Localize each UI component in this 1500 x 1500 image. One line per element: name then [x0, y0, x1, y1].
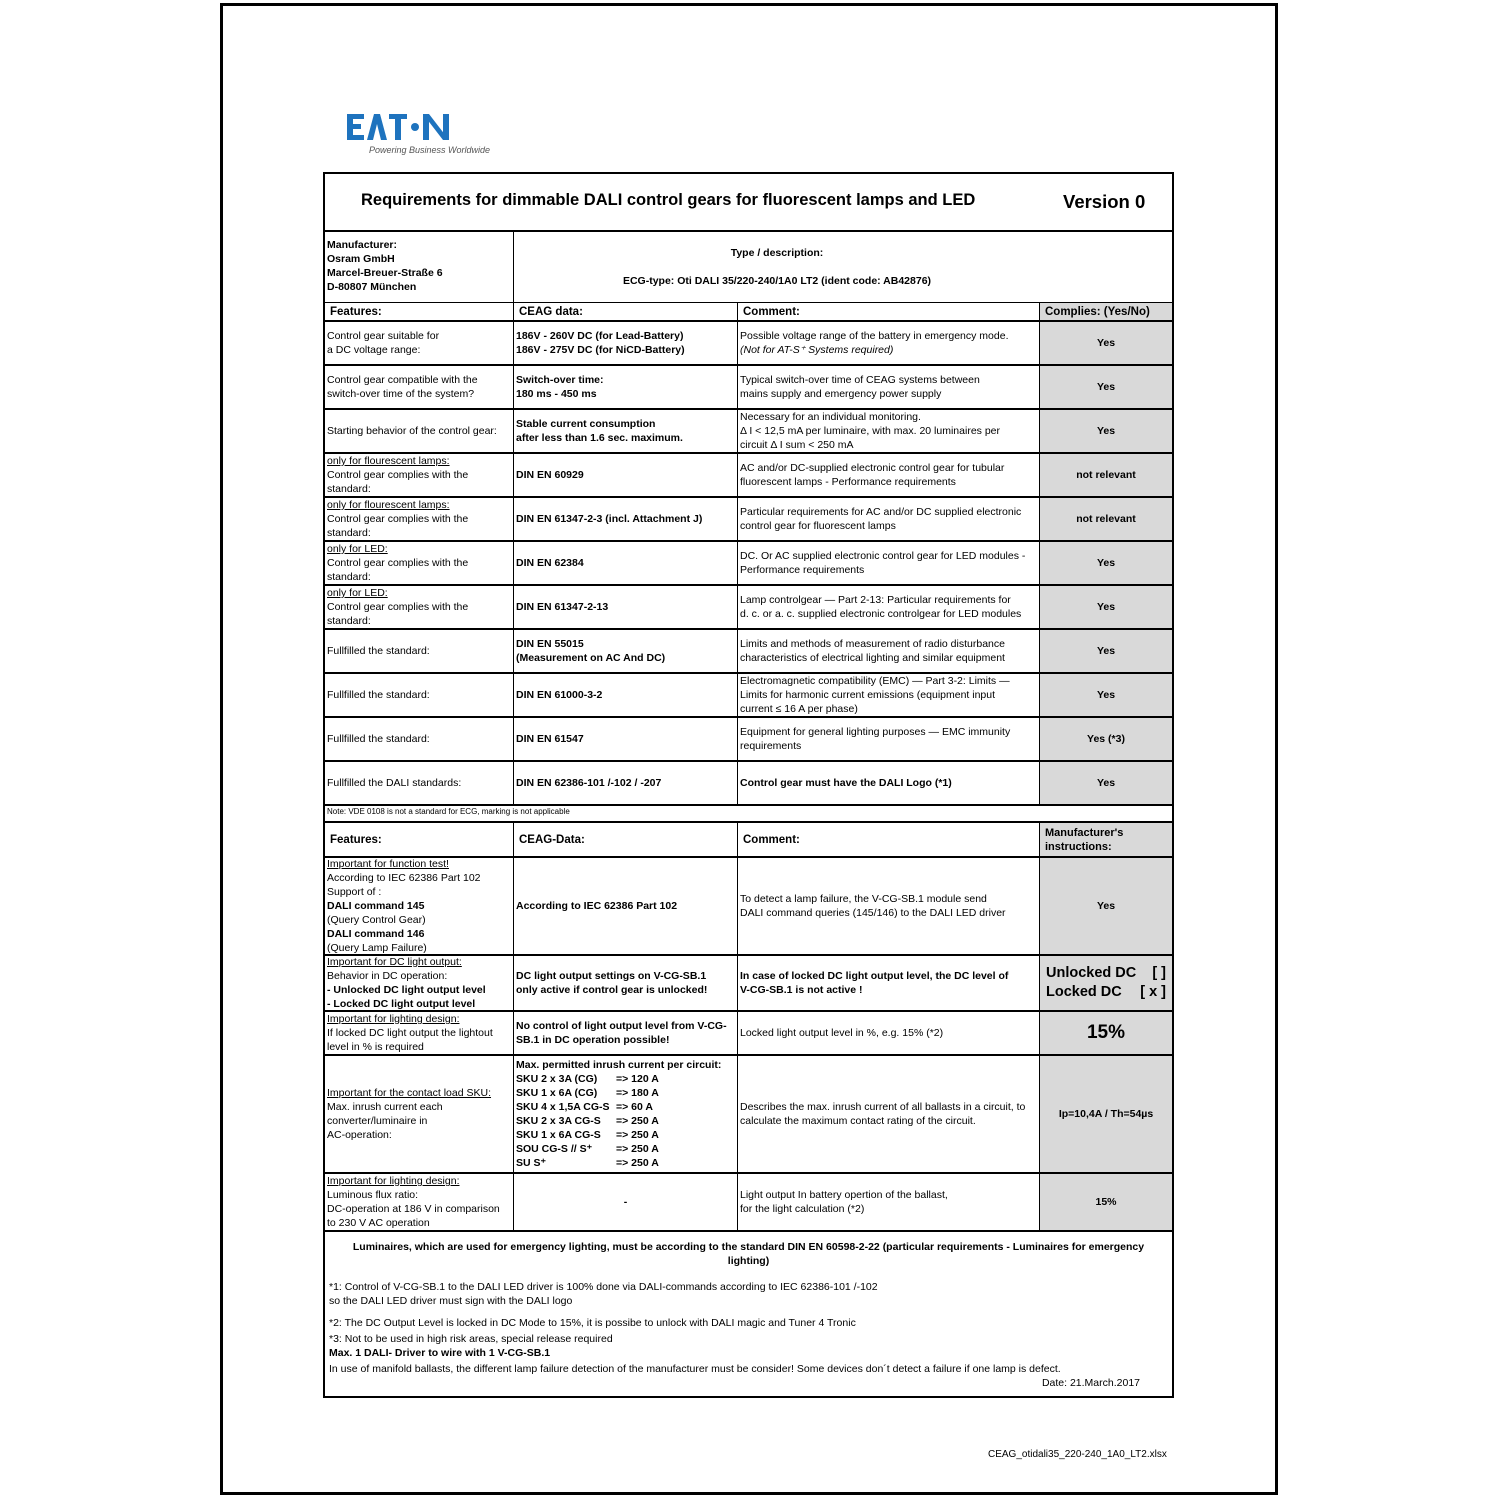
ceag-data-cell — [514, 454, 738, 496]
feature-line: standard: — [327, 483, 371, 495]
data-line: DIN EN 62386-101 /-102 / -207 — [516, 777, 662, 789]
feature-cell — [325, 630, 514, 672]
feature-scope: only for LED: — [327, 543, 388, 555]
lighting-design-value: 15% — [1040, 1012, 1172, 1054]
comment-cell — [738, 322, 1040, 364]
unlocked-label: Unlocked DC — [1046, 965, 1137, 981]
col2-features: Features: — [325, 823, 514, 856]
sheet-title: Requirements for dimmable DALI control gears for fluorescent lamps and LED — [361, 191, 976, 209]
inrush-value: => 60 A — [616, 1101, 653, 1113]
data-line: DIN EN 61347-2-3 (incl. Attachment J) — [516, 513, 703, 525]
contact-load-title: Important for the contact load SKU: — [327, 1087, 492, 1099]
comment-line: calculate the maximum contact rating of the circuit. — [740, 1115, 976, 1127]
inrush-sku: SKU 4 x 1,5A CG-S — [516, 1101, 610, 1113]
feature-line: Fullfilled the DALI standards: — [327, 777, 462, 789]
flux-feature — [325, 1174, 514, 1230]
col-ceag-data: CEAG data: — [514, 303, 738, 320]
dc-output-title: Important for DC light output: — [327, 956, 462, 968]
complies-value: Yes — [1040, 322, 1172, 364]
type-label: Type / description: — [730, 247, 824, 259]
type-cell — [514, 232, 1040, 302]
contact-load-line: AC-operation: — [327, 1129, 392, 1141]
ceag-data-cell — [514, 586, 738, 628]
dc-output-comment — [738, 956, 1040, 1010]
standard-note: Luminaires, which are used for emergency lighting, must be according to the standard DIN EN 60598-2-22 (particular requirements - Luminaires for emergency lighting) — [352, 1241, 1145, 1267]
comment-cell — [738, 410, 1040, 452]
inrush-sku: SU S⁺ — [516, 1157, 547, 1169]
data-line: after less than 1.6 sec. maximum. — [516, 432, 683, 444]
feature-cell — [325, 542, 514, 584]
comment-line: AC and/or DC-supplied electronic control gear for tubular — [740, 462, 1005, 474]
comment-line: Δ I < 12,5 mA per luminaire, with max. 20 luminaires per — [740, 425, 1001, 437]
table-row — [325, 366, 1172, 410]
contact-load-line: Max. inrush current each — [327, 1101, 443, 1113]
comment-line: d. c. or a. c. supplied electronic controlgear for LED modules — [740, 608, 1022, 620]
dc-output-row — [325, 956, 1172, 1012]
comment-cell — [738, 542, 1040, 584]
comment-cell — [738, 454, 1040, 496]
feature-line: Fullfilled the standard: — [327, 733, 430, 745]
feature-cell — [325, 718, 514, 760]
inrush-value: => 180 A — [616, 1087, 659, 1099]
lighting-design-row — [325, 1012, 1172, 1056]
table-row — [325, 410, 1172, 454]
data-line: SB.1 in DC operation possible! — [516, 1034, 670, 1046]
lighting-design-line: level in % is required — [327, 1041, 424, 1053]
complies-value: Yes — [1040, 674, 1172, 716]
contact-load-line: converter/luminaire in — [327, 1115, 428, 1127]
col2-header-line2: instructions: — [1045, 840, 1112, 853]
complies-value: Yes — [1040, 410, 1172, 452]
feature-line: standard: — [327, 615, 371, 627]
col-complies: Complies: (Yes/No) — [1040, 303, 1172, 320]
feature-cell — [325, 498, 514, 540]
inrush-value: => 120 A — [616, 1073, 659, 1085]
feature-cell — [325, 674, 514, 716]
inrush-value: => 250 A — [616, 1157, 659, 1169]
col2-manufacturer-instructions — [1040, 823, 1172, 856]
data-line: DIN EN 62384 — [516, 557, 584, 569]
feature-line: switch-over time of the system? — [327, 388, 475, 400]
comment-cell — [738, 762, 1040, 804]
inrush-sku: SKU 2 x 3A CG-S — [516, 1115, 601, 1127]
inrush-item — [516, 1128, 659, 1142]
function-test-line: (Query Control Gear) — [327, 914, 426, 926]
col2-comment: Comment: — [738, 823, 1040, 856]
comment-line: To detect a lamp failure, the V-CG-SB.1 module send — [740, 893, 987, 905]
comment-line: DALI command queries (145/146) to the DALI LED driver — [740, 907, 1006, 919]
table-row — [325, 718, 1172, 762]
flux-title: Important for lighting design: — [327, 1175, 460, 1187]
data-line: DIN EN 61547 — [516, 733, 584, 745]
comment-line: current ≤ 16 A per phase) — [740, 703, 858, 715]
comment-line: (Not for AT-S⁺ Systems required) — [740, 344, 894, 356]
data-line: DIN EN 61000-3-2 — [516, 689, 603, 701]
function-test-comment — [738, 858, 1040, 954]
locked-label: Locked DC — [1046, 984, 1122, 1000]
comment-line: Performance requirements — [740, 564, 865, 576]
inrush-sku: SKU 1 x 6A (CG) — [516, 1087, 598, 1099]
data-line: DC light output settings on V-CG-SB.1 — [516, 970, 707, 982]
manufacturer-street: Marcel-Breuer-Straße 6 — [327, 267, 443, 279]
data-line: DIN EN 60929 — [516, 469, 584, 481]
ceag-data-cell — [514, 630, 738, 672]
data-line: 186V - 260V DC (for Lead-Battery) — [516, 330, 684, 342]
table2-header — [325, 823, 1172, 858]
ceag-data-cell — [514, 366, 738, 408]
function-test-title: Important for function test! — [327, 858, 449, 870]
comment-cell — [738, 586, 1040, 628]
inrush-value: => 250 A — [616, 1143, 659, 1155]
table-row — [325, 630, 1172, 674]
locked-dc-option — [1046, 983, 1166, 1002]
manufacturer-city: D-80807 München — [327, 281, 417, 293]
table1-header — [325, 303, 1172, 322]
comment-cell — [738, 498, 1040, 540]
unlocked-checkbox: [ ] — [1152, 965, 1166, 981]
comment-line: Lamp controlgear — Part 2-13: Particular requirements for — [740, 594, 1011, 606]
feature-line: Control gear compatible with the — [327, 374, 478, 386]
function-test-line: Support of : — [327, 886, 382, 898]
col-features: Features: — [325, 303, 514, 320]
dc-output-line: Behavior in DC operation: — [327, 970, 448, 982]
function-test-line: DALI command 146 — [327, 928, 425, 940]
comment-cell — [738, 718, 1040, 760]
dc-output-feature — [325, 956, 514, 1010]
comment-line: requirements — [740, 740, 802, 752]
data-line: Stable current consumption — [516, 418, 656, 430]
col2-header-line1: Manufacturer's — [1045, 826, 1124, 839]
feature-scope: only for LED: — [327, 587, 388, 599]
table-row — [325, 762, 1172, 806]
feature-line: Control gear complies with the — [327, 601, 469, 613]
logo-tagline: Powering Business Worldwide — [369, 145, 491, 155]
complies-value: Yes — [1040, 586, 1172, 628]
unlocked-dc-option — [1046, 964, 1166, 983]
data-line: only active if control gear is unlocked! — [516, 984, 708, 996]
comment-line: Necessary for an individual monitoring. — [740, 411, 921, 423]
function-test-row — [325, 858, 1172, 956]
feature-cell — [325, 762, 514, 804]
feature-cell — [325, 366, 514, 408]
footnote-2: *2: The DC Output Level is locked in DC Mode to 15%, it is possibe to unlock with DALI magic and Tuner 4 Tronic — [329, 1317, 856, 1329]
function-test-line: According to IEC 62386 Part 102 — [327, 872, 481, 884]
table-row — [325, 674, 1172, 718]
col2-ceag-data: CEAG-Data: — [514, 823, 738, 856]
flux-value: 15% — [1040, 1174, 1172, 1230]
sheet-header — [325, 174, 1172, 232]
lighting-design-title: Important for lighting design: — [327, 1013, 460, 1025]
lighting-design-comment: Locked light output level in %, e.g. 15% (*2) — [738, 1012, 1040, 1054]
dc-output-data — [514, 956, 738, 1010]
function-test-value: Yes — [1040, 858, 1172, 954]
feature-line: Fullfilled the standard: — [327, 645, 430, 657]
comment-line: Possible voltage range of the battery in emergency mode. — [740, 330, 1009, 342]
comment-line: fluorescent lamps - Performance requirements — [740, 476, 956, 488]
inrush-sku: SKU 2 x 3A (CG) — [516, 1073, 598, 1085]
max-driver-note: Max. 1 DALI- Driver to wire with 1 V-CG-SB.1 — [329, 1347, 551, 1359]
comment-line: mains supply and emergency power supply — [740, 388, 942, 400]
comment-line: Particular requirements for AC and/or DC supplied electronic — [740, 506, 1022, 518]
inrush-sku: SKU 1 x 6A CG-S — [516, 1129, 601, 1141]
function-test-line: DALI command 145 — [327, 900, 425, 912]
feature-cell — [325, 410, 514, 452]
comment-line: V-CG-SB.1 is not active ! — [740, 984, 863, 996]
col-comment: Comment: — [738, 303, 1040, 320]
comment-line: Limits and methods of measurement of radio disturbance — [740, 638, 1005, 650]
comment-line: Typical switch-over time of CEAG systems between — [740, 374, 980, 386]
comment-cell — [738, 366, 1040, 408]
ceag-data-cell — [514, 762, 738, 804]
feature-line: Control gear complies with the — [327, 557, 469, 569]
data-line: DIN EN 61347-2-13 — [516, 601, 609, 613]
feature-line: Starting behavior of the control gear: — [327, 425, 497, 437]
contact-load-value: Ip=10,4A / Th=54µs — [1040, 1056, 1172, 1172]
complies-value: Yes — [1040, 630, 1172, 672]
lighting-design-line: If locked DC light output the lightout — [327, 1027, 493, 1039]
flux-line: DC-operation at 186 V in comparison — [327, 1203, 500, 1215]
comment-line: circuit Δ I sum < 250 mA — [740, 439, 854, 451]
function-test-data: According to IEC 62386 Part 102 — [514, 858, 738, 954]
function-test-feature — [325, 858, 514, 954]
contact-load-row — [325, 1056, 1172, 1174]
complies-value: not relevant — [1040, 498, 1172, 540]
ceag-data-cell — [514, 542, 738, 584]
feature-line: Control gear suitable for — [327, 330, 440, 342]
flux-comment — [738, 1174, 1040, 1230]
feature-cell — [325, 454, 514, 496]
manufacturer-label: Manufacturer: — [327, 239, 398, 251]
vde-note: Note: VDE 0108 is not a standard for ECG, marking is not applicable — [325, 806, 1172, 823]
data-line: DIN EN 55015 — [516, 638, 584, 650]
inrush-value: => 250 A — [616, 1129, 659, 1141]
footnote-1-cont: so the DALI LED driver must sign with the DALI logo — [329, 1295, 573, 1307]
flux-line: Luminous flux ratio: — [327, 1189, 419, 1201]
comment-line: Electromagnetic compatibility (EMC) — Part 3-2: Limits — — [740, 675, 1010, 687]
comment-cell — [738, 630, 1040, 672]
footnote-3: *3: Not to be used in high risk areas, special release required — [329, 1333, 613, 1345]
inrush-item — [516, 1086, 659, 1100]
complies-value: Yes — [1040, 762, 1172, 804]
comment-line: Equipment for general lighting purposes — EMC immunity — [740, 726, 1011, 738]
comment-line: for the light calculation (*2) — [740, 1203, 865, 1215]
inrush-item — [516, 1072, 659, 1086]
ceag-data-cell — [514, 718, 738, 760]
feature-line: Control gear complies with the — [327, 513, 469, 525]
complies-value: not relevant — [1040, 454, 1172, 496]
feature-scope: only for flourescent lamps: — [327, 455, 450, 467]
requirements-sheet — [323, 172, 1174, 1398]
feature-line: Control gear complies with the — [327, 469, 469, 481]
comment-line: control gear for fluorescent lamps — [740, 520, 896, 532]
locked-checkbox: [ x ] — [1140, 984, 1166, 1000]
comment-line: In case of locked DC light output level, the DC level of — [740, 970, 1009, 982]
comment-line: DC. Or AC supplied electronic control gear for LED modules - — [740, 550, 1026, 562]
data-line: 186V - 275V DC (for NiCD-Battery) — [516, 344, 685, 356]
table1-body — [325, 322, 1172, 806]
comment-line: Light output In battery opertion of the ballast, — [740, 1189, 948, 1201]
feature-line: standard: — [327, 527, 371, 539]
inrush-data — [514, 1056, 738, 1172]
ceag-data-cell — [514, 674, 738, 716]
type-value: ECG-type: Oti DALI 35/220-240/1A0 LT2 (ident code: AB42876) — [622, 275, 932, 287]
manifold-note: In use of manifold ballasts, the different lamp failure detection of the manufacturer must be consider! Some devices don´t detect a failure if one lamp is defect. — [329, 1363, 1061, 1375]
comment-line: characteristics of electrical lighting and similar equipment — [740, 652, 1005, 664]
inrush-sku: SOU CG-S // S⁺ — [516, 1143, 593, 1155]
table-row — [325, 498, 1172, 542]
dc-output-line: - Unlocked DC light output level — [327, 984, 486, 996]
data-line: No control of light output level from V-CG- — [516, 1020, 727, 1032]
eaton-logo — [347, 112, 490, 155]
dc-lock-status — [1040, 956, 1172, 1010]
contact-load-comment — [738, 1056, 1040, 1172]
document-date: Date: 21.March.2017 — [1041, 1377, 1140, 1389]
comment-line: Describes the max. inrush current of all ballasts in a circuit, to — [740, 1101, 1026, 1113]
feature-line: a DC voltage range: — [327, 344, 421, 356]
dc-output-line: - Locked DC light output level — [327, 998, 476, 1010]
inrush-item — [516, 1100, 653, 1114]
ceag-data-cell — [514, 410, 738, 452]
contact-load-feature — [325, 1056, 514, 1172]
feature-scope: only for flourescent lamps: — [327, 499, 450, 511]
table-row — [325, 586, 1172, 630]
inrush-value: => 250 A — [616, 1115, 659, 1127]
feature-cell — [325, 322, 514, 364]
data-line: 180 ms - 450 ms — [516, 388, 597, 400]
footnote-1: *1: Control of V-CG-SB.1 to the DALI LED driver is 100% done via DALI-commands according to IEC 62386-101 /-102 — [329, 1281, 878, 1293]
flux-data: - — [514, 1174, 738, 1230]
sheet-version: Version 0 — [1063, 191, 1146, 212]
function-test-line: (Query Lamp Failure) — [327, 942, 427, 954]
file-name: CEAG_otidali35_220-240_1A0_LT2.xlsx — [988, 1449, 1167, 1460]
complies-value: Yes — [1040, 542, 1172, 584]
flux-line: to 230 V AC operation — [327, 1217, 430, 1229]
flux-row — [325, 1174, 1172, 1232]
table-row — [325, 322, 1172, 366]
data-line: Switch-over time: — [516, 374, 604, 386]
comment-line: Control gear must have the DALI Logo (*1) — [740, 777, 952, 789]
lighting-design-feature — [325, 1012, 514, 1054]
feature-cell — [325, 586, 514, 628]
manufacturer-name: Osram GmbH — [327, 253, 395, 265]
comment-line: Limits for harmonic current emissions (equipment input — [740, 689, 996, 701]
lighting-design-data — [514, 1012, 738, 1054]
ceag-data-cell — [514, 498, 738, 540]
feature-line: standard: — [327, 571, 371, 583]
inrush-item — [516, 1156, 659, 1170]
feature-line: Fullfilled the standard: — [327, 689, 430, 701]
inrush-item — [516, 1142, 659, 1156]
comment-cell — [738, 674, 1040, 716]
complies-value: Yes — [1040, 366, 1172, 408]
data-line: (Measurement on AC And DC) — [516, 652, 666, 664]
footer-notes — [325, 1232, 1172, 1396]
complies-value: Yes (*3) — [1040, 718, 1172, 760]
table-row — [325, 454, 1172, 498]
inrush-title: Max. permitted inrush current per circuit: — [516, 1059, 722, 1071]
eaton-logo-mark — [347, 112, 451, 142]
manufacturer-row — [325, 232, 1172, 303]
manufacturer-cell — [325, 232, 514, 302]
inrush-item — [516, 1114, 659, 1128]
ceag-data-cell — [514, 322, 738, 364]
table-row — [325, 542, 1172, 586]
